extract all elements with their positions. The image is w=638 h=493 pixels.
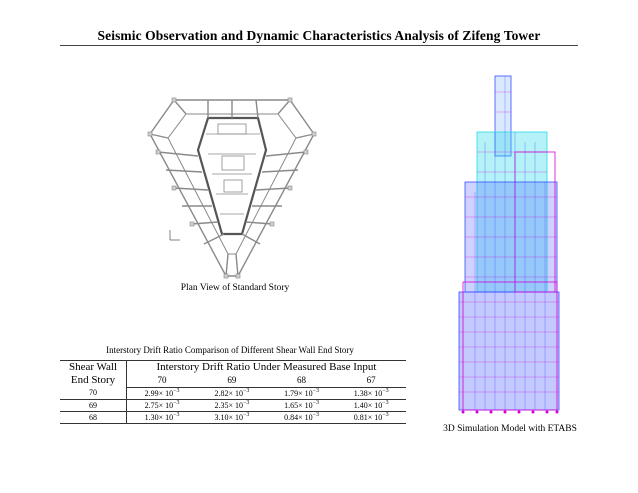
- table-cell: $3.10\times 10^{-3}$: [197, 411, 267, 423]
- table-row: [60, 411, 406, 423]
- row-story: 69: [60, 399, 127, 411]
- group-header-drift-ratio: Interstory Drift Ratio Under Measured Base Input: [127, 361, 407, 375]
- table-cell: $2.99\times 10^{-3}$: [127, 387, 198, 399]
- table-caption: Interstory Drift Ratio Comparison of Different Shear Wall End Story: [106, 345, 354, 355]
- drift-ratio-table: [60, 360, 406, 424]
- table-cell: $2.35\times 10^{-3}$: [197, 399, 267, 411]
- etabs-model-drawing: [455, 72, 567, 417]
- row-story: 68: [60, 411, 127, 423]
- sub-header: 68: [267, 375, 337, 387]
- table-cell: $2.82\times 10^{-3}$: [197, 387, 267, 399]
- plan-view-drawing: [146, 94, 318, 286]
- col-header-shear-wall-end-story: Shear Wall End Story: [60, 361, 127, 388]
- sub-header: 67: [336, 375, 406, 387]
- etabs-model-figure: [455, 72, 567, 417]
- sub-header: 69: [197, 375, 267, 387]
- table-cell: $0.81\times 10^{-3}$: [336, 411, 406, 423]
- sub-header: 70: [127, 375, 198, 387]
- table-row: [60, 387, 406, 399]
- table-cell: $1.65\times 10^{-3}$: [267, 399, 337, 411]
- title-divider: [60, 45, 578, 46]
- plan-caption: Plan View of Standard Story: [180, 283, 290, 293]
- row-story: 70: [60, 387, 127, 399]
- table-cell: $0.84\times 10^{-3}$: [267, 411, 337, 423]
- table-row: [60, 399, 406, 411]
- table-cell: $1.40\times 10^{-3}$: [336, 399, 406, 411]
- plan-view-figure: [146, 94, 318, 286]
- table-cell: $2.75\times 10^{-3}$: [127, 399, 198, 411]
- table-cell: $1.79\times 10^{-3}$: [267, 387, 337, 399]
- model-caption: 3D Simulation Model with ETABS: [443, 424, 577, 434]
- table-cell: $1.30\times 10^{-3}$: [127, 411, 198, 423]
- table-cell: $1.38\times 10^{-3}$: [336, 387, 406, 399]
- page-title: Seismic Observation and Dynamic Characteristics Analysis of Zifeng Tower: [97, 28, 541, 43]
